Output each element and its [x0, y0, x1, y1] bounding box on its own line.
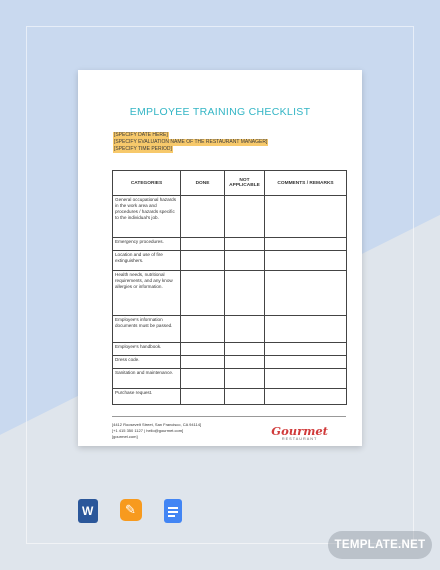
header-categories: CATEGORIES	[113, 171, 181, 196]
header-not-applicable: NOT APPLICABLE	[225, 171, 265, 196]
na-cell[interactable]	[225, 369, 265, 389]
done-cell[interactable]	[181, 251, 225, 271]
footer-address: [4412 Roosevelt Street, San Francisco, CA 94114]	[112, 422, 202, 427]
footer-contact	[112, 422, 201, 440]
table-header-row	[113, 171, 347, 196]
header-comments: COMMENTS / REMARKS	[265, 171, 347, 196]
category-cell: Dress code.	[113, 356, 181, 369]
logo-subtitle: RESTAURANT	[281, 437, 318, 441]
table-row	[113, 251, 347, 271]
pages-icon[interactable]: ✎	[120, 499, 142, 521]
category-cell: Employee’s information documents must be passed.	[113, 316, 181, 343]
category-cell: Employee’s handbook.	[113, 343, 181, 356]
na-cell[interactable]	[225, 238, 265, 251]
table-row	[113, 343, 347, 356]
done-cell[interactable]	[181, 238, 225, 251]
na-cell[interactable]	[225, 196, 265, 238]
google-docs-icon[interactable]	[164, 499, 182, 523]
document-page	[78, 70, 362, 446]
comment-cell[interactable]	[265, 271, 347, 316]
category-cell: Purchase request.	[113, 389, 181, 405]
category-cell: Health needs, nutritional requirements, and any know allergies or information.	[113, 271, 181, 316]
placeholder-period: [SPECIFY TIME PERIOD]	[114, 146, 172, 152]
done-cell[interactable]	[181, 196, 225, 238]
table-row	[113, 271, 347, 316]
category-cell: Location and use of fire extinguishers.	[113, 251, 181, 271]
done-cell[interactable]	[181, 316, 225, 343]
app-icons	[78, 499, 182, 523]
gourmet-logo	[271, 426, 328, 441]
table-row	[113, 196, 347, 238]
table-row	[113, 238, 347, 251]
table-row	[113, 389, 347, 405]
table-row	[113, 316, 347, 343]
footer-website: [gourmet.com]	[112, 434, 138, 439]
comment-cell[interactable]	[265, 343, 347, 356]
na-cell[interactable]	[225, 356, 265, 369]
comment-cell[interactable]	[265, 251, 347, 271]
na-cell[interactable]	[225, 316, 265, 343]
header-done: DONE	[181, 171, 225, 196]
footer-divider	[112, 416, 346, 417]
category-cell: General occupational hazards in the work area and procedures / hazards specific to the individual’s job.	[113, 196, 181, 238]
placeholder-manager: [SPECIFY EVALUATION NAME OF THE RESTAURANT MANAGER]	[114, 139, 268, 145]
category-cell: Sanitation and maintenance.	[113, 369, 181, 389]
na-cell[interactable]	[225, 251, 265, 271]
comment-cell[interactable]	[265, 356, 347, 369]
table-row	[113, 356, 347, 369]
na-cell[interactable]	[225, 343, 265, 356]
done-cell[interactable]	[181, 343, 225, 356]
checklist-table	[112, 170, 347, 405]
word-icon[interactable]: W	[78, 499, 98, 523]
na-cell[interactable]	[225, 389, 265, 405]
done-cell[interactable]	[181, 271, 225, 316]
placeholder-date: [SPECIFY DATE HERE]	[114, 132, 168, 138]
done-cell[interactable]	[181, 369, 225, 389]
na-cell[interactable]	[225, 271, 265, 316]
comment-cell[interactable]	[265, 316, 347, 343]
comment-cell[interactable]	[265, 369, 347, 389]
done-cell[interactable]	[181, 356, 225, 369]
document-title: EMPLOYEE TRAINING CHECKLIST	[129, 106, 311, 118]
watermark-badge: TEMPLATE.NET	[328, 531, 432, 559]
comment-cell[interactable]	[265, 389, 347, 405]
comment-cell[interactable]	[265, 238, 347, 251]
done-cell[interactable]	[181, 389, 225, 405]
table-row	[113, 369, 347, 389]
category-cell: Emergency procedures.	[113, 238, 181, 251]
footer-phone-email: [+1 415 350 1127 | hello@gourmet.com]	[112, 428, 184, 433]
comment-cell[interactable]	[265, 196, 347, 238]
logo-name: Gourmet	[271, 424, 328, 438]
